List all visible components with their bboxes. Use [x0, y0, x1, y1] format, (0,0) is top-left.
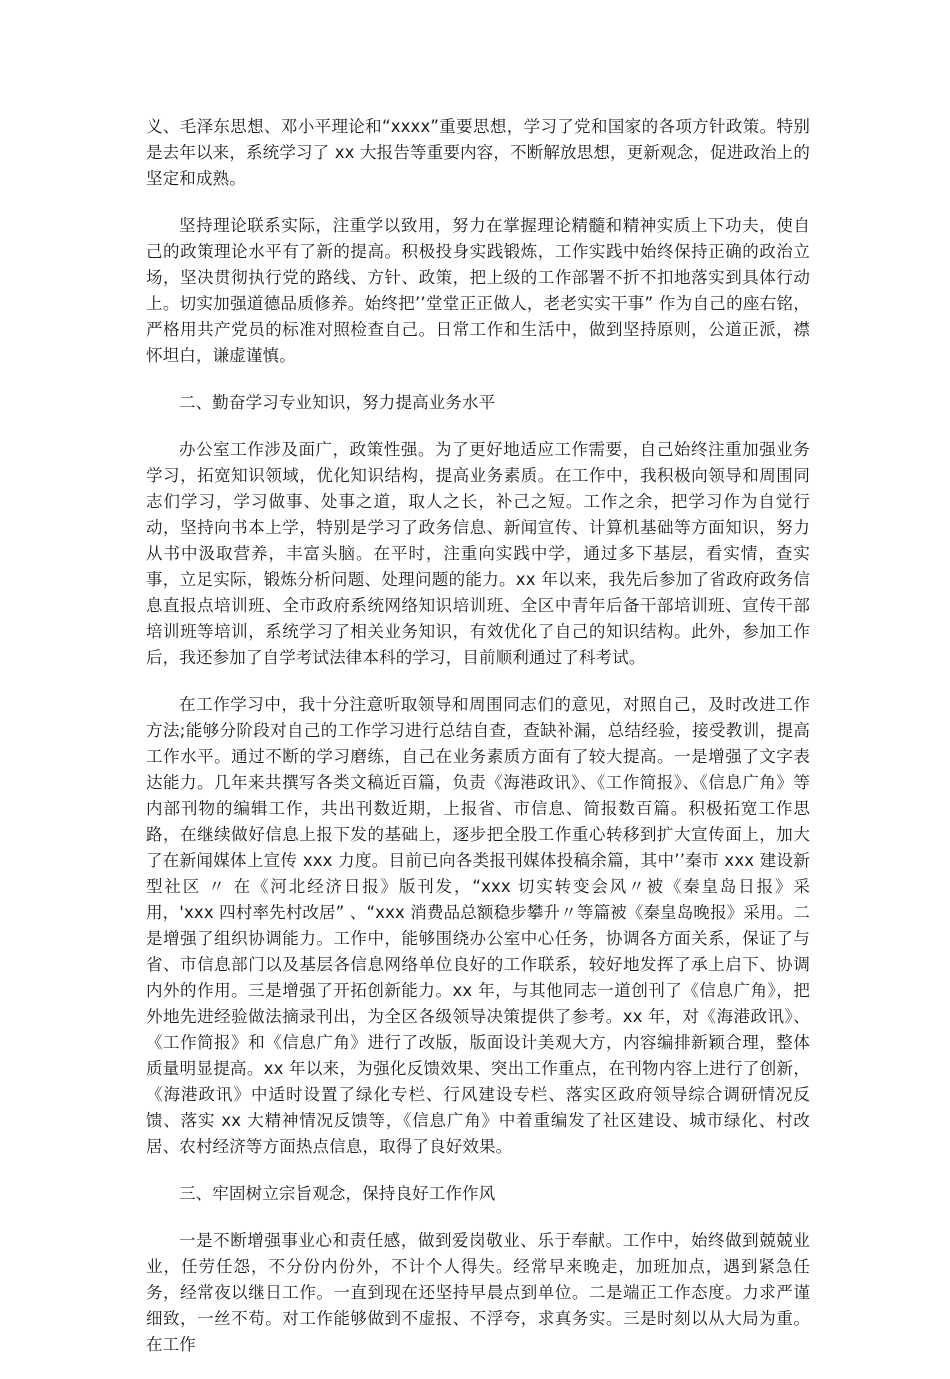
paragraph-political-study: 义、毛泽东思想、邓小平理论和“xxxx”重要思想，学习了党和国家的各项方针政策。特别是去年以来，系统学习了 xx 大报告等重要内容，不断解放思想，更新观念，促进政治上的坚定和成熟。	[146, 117, 810, 188]
paragraph-theory-practice: 坚持理论联系实际，注重学以致用，努力在掌握理论精髓和精神实质上下功夫，使自己的政策理论水平有了新的提高。积极投身实践锻炼，工作实践中始终保持正确的政治立场，坚决贯彻执行党的路线、方针、政策，把上级的工作部署不折不扣地落实到具体行动上。切实加强道德品质修养。始终把’’堂堂正正做人，老老实实干事” 作为自己的座右铭，严格用共产党员的标准对照检查自己。日常工作和生活中，做到坚持原则，公道正派，襟怀坦白，谦虚谨慎。	[146, 216, 810, 365]
section-heading-3: 三、牢固树立宗旨观念，保持良好工作作风	[179, 1184, 496, 1203]
document-body	[146, 114, 810, 1379]
paragraph-work-style: 一是不断增强事业心和责任感，做到爱岗敬业、乐于奉献。工作中，始终做到兢兢业业，任劳任怨，不分份内份外，不计个人得失。经常早来晚走，加班加点，遇到紧急任务，经常夜以继日工作。一直到现在还坚持早晨点到单位。二是端正工作态度。力求严谨细致，一丝不苟。对工作能够做到不虚报、不浮夸，求真务实。三是时刻以从大局为重。在工作	[146, 1231, 810, 1354]
paragraph-professional-study: 办公室工作涉及面广，政策性强。为了更好地适应工作需要，自己始终注重加强业务学习，拓宽知识领域，优化知识结构，提高业务素质。在工作中，我积极向领导和周围同志们学习，学习做事、处事之道，取人之长，补己之短。工作之余，把学习作为自觉行动，坚持向书本上学，特别是学习了政务信息、新闻宣传、计算机基础等方面知识，努力从书中汲取营养，丰富头脑。在平时，注重向实践中学，通过多下基层，看实情，查实事，立足实际，锻炼分析问题、处理问题的能力。xx 年以来，我先后参加了省政府政务信息直报点培训班、全市政府系统网络知识培训班、全区中青年后备干部培训班、宣传干部培训班等培训，系统学习了相关业务知识，有效优化了自己的知识结构。此外，参加工作后，我还参加了自学考试法律本科的学习，目前顺利通过了科考试。	[146, 440, 810, 667]
section-heading-2: 二、勤奋学习专业知识，努力提高业务水平	[179, 393, 496, 412]
paragraph-work-improvement: 在工作学习中，我十分注意听取领导和周围同志们的意见，对照自己，及时改进工作方法;能够分阶段对自己的工作学习进行总结自查，查缺补漏，总结经验，接受教训，提高工作水平。通过不断的学习磨练，自己在业务素质方面有了较大提高。一是增强了文字表达能力。几年来共撰写各类文稿近百篇，负责《海港政讯》、《工作简报》、《信息广角》等内部刊物的编辑工作，共出刊数近期，上报省、市信息、简报数百篇。积极拓宽工作思路，在继续做好信息上报下发的基础上，逐步把全股工作重心转移到扩大宣传面上，加大了在新闻媒体上宣传 xxx 力度。目前已向各类报刊媒体投稿余篇，其中’’秦市 xxx 建设新型社区 〃 在《河北经济日报》版刊发，“xxx 切实转变会风〃被《秦皇岛日报》采用，'xxx 四村率先村改居” 、“xxx 消费品总额稳步攀升〃等篇被《秦皇岛晚报》采用。二是增强了组织协调能力。工作中，能够围绕办公室中心任务，协调各方面关系，保证了与省、市信息部门以及基层各信息网络单位良好的工作联系，较好地发挥了承上启下、协调内外的作用。三是增强了开拓创新能力。xx 年，与其他同志一道创刊了《信息广角》，把外地先进经验做法摘录刊出，为全区各级领导决策提供了参考。xx 年，对《海港政讯》、《工作简报》和《信息广角》进行了改版，版面设计美观大方，内容编排新颖合理，整体质量明显提高。xx 年以来，为强化反馈效果、突出工作重点，在刊物内容上进行了创新，《海港政讯》中适时设置了绿化专栏、行风建设专栏、落实区政府领导综合调研情况反馈、落实 xx 大精神情况反馈等，《信息广角》中着重编发了社区建设、城市绿化、村改居、农村经济等方面热点信息，取得了良好效果。	[146, 695, 810, 1156]
